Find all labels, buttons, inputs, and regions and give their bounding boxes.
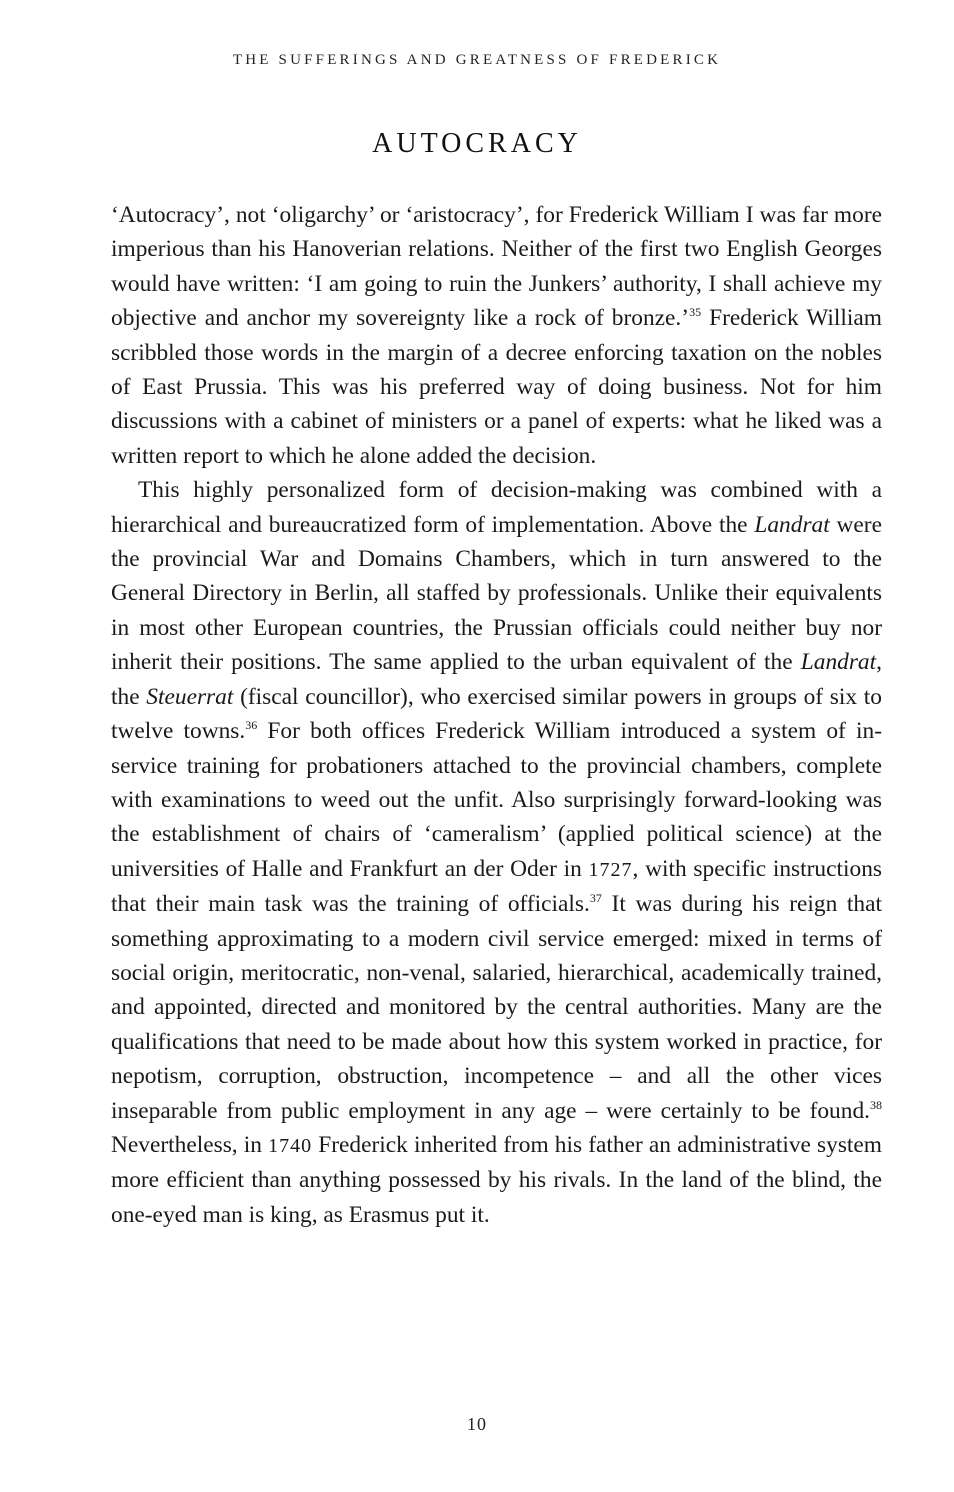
- text-run: Frederick William scribbled those words in the margin of a decree enforcing taxation on the nobles of East Prussia. This was his preferred way of doing business. Not for him discussions with a cabinet of ministers or a panel of experts: what he liked was a written report to which he alone added the decision.: [111, 305, 882, 469]
- italic-term: Landrat: [754, 511, 830, 538]
- body-text: [111, 198, 882, 1232]
- italic-term: Steuerrat: [146, 683, 234, 710]
- text-run: ‘Autocracy’, not ‘oligarchy’ or ‘aristocracy’, for Frederick William I was far more imperious than his Hanoverian relations. Neither of the first two English Georges would have written: ‘I am going to ruin the Junkers’ authority, I shall achieve my objective and anchor my sovereignty like a rock of bronze.’: [111, 202, 882, 332]
- text-run: (fiscal councillor), who exercised similar powers in groups of six to twelve towns.: [111, 683, 882, 745]
- text-run: Nevertheless, in: [111, 1131, 269, 1158]
- text-run: Frederick inherited from his father an administrative system more efficient than anything possessed by his rivals. In the land of the blind, the one-eyed man is king, as Erasmus put it.: [111, 1131, 882, 1228]
- text-run: It was during his reign that something approximating to a modern civil service emerged: mixed in terms of social origin, meritocratic, non-venal, salaried, hierarchical, academically trained, and appointed, directed and monitored by the central authorities. Many are the qualifications that need to be made about how this system worked in practice, for nepotism, corruption, obstruction, incompetence – and all the other vices inseparable from public employment in any age – were certainly to be found.: [111, 891, 882, 1124]
- year: 1727: [588, 858, 633, 881]
- paragraph: [111, 198, 882, 473]
- footnote-ref: 37: [589, 891, 602, 906]
- footnote-ref: 35: [689, 305, 702, 320]
- running-head: THE SUFFERINGS AND GREATNESS OF FREDERICK: [232, 52, 722, 68]
- footnote-ref: 38: [870, 1097, 882, 1112]
- text-run: , with specific instructions that their main task was the training of officials.: [111, 855, 883, 918]
- year: 1740: [268, 1134, 313, 1157]
- footnote-ref: 36: [245, 718, 258, 733]
- text-run: , the: [111, 649, 882, 710]
- chapter-title: AUTOCRACY: [372, 128, 582, 159]
- italic-term: Landrat: [800, 649, 877, 676]
- text-run: This highly personalized form of decision-making was combined with a hierarchical and bureaucratized form of implementation. Above the: [111, 477, 882, 538]
- text-run: For both offices Frederick William introduced a system of in-service training for probationers attached to the provincial chambers, complete with examinations to weed out the unfit. Also surprisingly forward-looking was the establishment of chairs of ‘cameralism’ (applied political science) at the universities of Halle and Frankfurt an der Oder in: [111, 718, 882, 882]
- paragraph: [111, 473, 882, 1232]
- page-number: 10: [467, 1414, 487, 1434]
- text-run: were the provincial War and Domains Chambers, which in turn answered to the General Directory in Berlin, all staffed by professionals. Unlike their equivalents in most other European countries, the Prussian officials could neither buy nor inherit their positions. The same applied to the urban equivalent of the: [111, 511, 882, 676]
